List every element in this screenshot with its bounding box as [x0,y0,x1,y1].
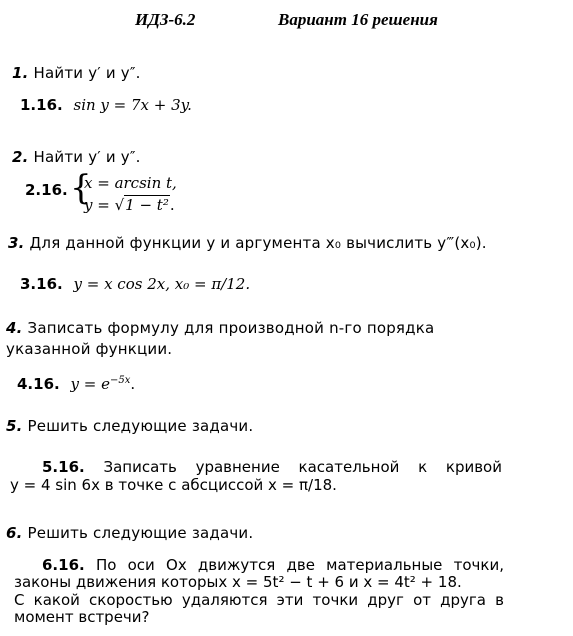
task-3-text: Для данной функции y и аргумента x₀ вычислить y‴(x₀). [29,234,487,252]
problem-6-line-4: момент встречи? [14,608,150,626]
problem-6-line-1: 6.16. По оси Ox движутся две материальные точки, [42,556,504,574]
task-4-text-line-1: Записать формулу для производной n-го порядка [27,319,435,337]
task-1-text: Найти y′ и y″. [33,64,141,82]
task-4-heading [6,319,434,337]
problem-2-number: 2.16. [25,181,68,199]
task-3-number: 3. [8,234,25,252]
problem-5-16 [42,459,502,476]
variant-label: Вариант 16 решения [278,10,438,29]
task-4-number: 4. [6,319,23,337]
task-2-number: 2. [12,148,29,166]
problem-3-number: 3.16. [20,275,63,293]
task-6-heading [6,524,253,542]
sqrt-radicand: 1 − t² [125,196,169,214]
problem-1-number: 1.16. [20,96,63,114]
system-line-2: y = √1 − t². [84,196,175,214]
task-6-text: Решить следующие задачи. [27,524,254,542]
problem-3-16 [20,275,250,293]
problem-3-equation: y = x cos 2x, x₀ = π/12. [73,275,251,293]
problem-1-equation: sin y = 7x + 3y. [73,96,192,114]
task-4-text-line-2: указанной функции. [6,340,173,358]
problem-2-number-wrap [25,181,74,199]
task-1-number: 1. [12,64,29,82]
problem-6-line-2: законы движения которых x = 5t² − t + 6 и x = 4t² + 18. [14,573,462,591]
problem-4-16: 4.16. $y = e^{-5x}$. [17,375,136,393]
problem-6-line-3: С какой скоростью удаляются эти точки друг от друга в [14,591,504,609]
problem-1-16 [20,96,192,114]
task-5-heading [6,417,253,435]
task-5-number: 5. [6,417,23,435]
system-line-1: x = arcsin t, [84,174,177,192]
problem-4-number: 4.16. [17,375,60,393]
task-2-text: Найти y′ и y″. [33,148,141,166]
problem-5-line-2: y = 4 sin 6x в точке с абсциссой x = π/18. [10,476,337,494]
task-3-heading [8,234,536,252]
document-title: ИДЗ-6.2 [135,10,196,29]
task-1-heading [12,64,141,82]
problem-4-exponent: −5x [109,375,131,386]
problem-5-line-1: 5.16. Записать уравнение касательной к кривой [42,458,502,476]
system-brace: { [70,168,92,208]
task-6-number: 6. [6,524,23,542]
problem-4-equation: y = e [70,375,110,393]
task-2-heading [12,148,141,166]
task-5-text: Решить следующие задачи. [27,417,254,435]
